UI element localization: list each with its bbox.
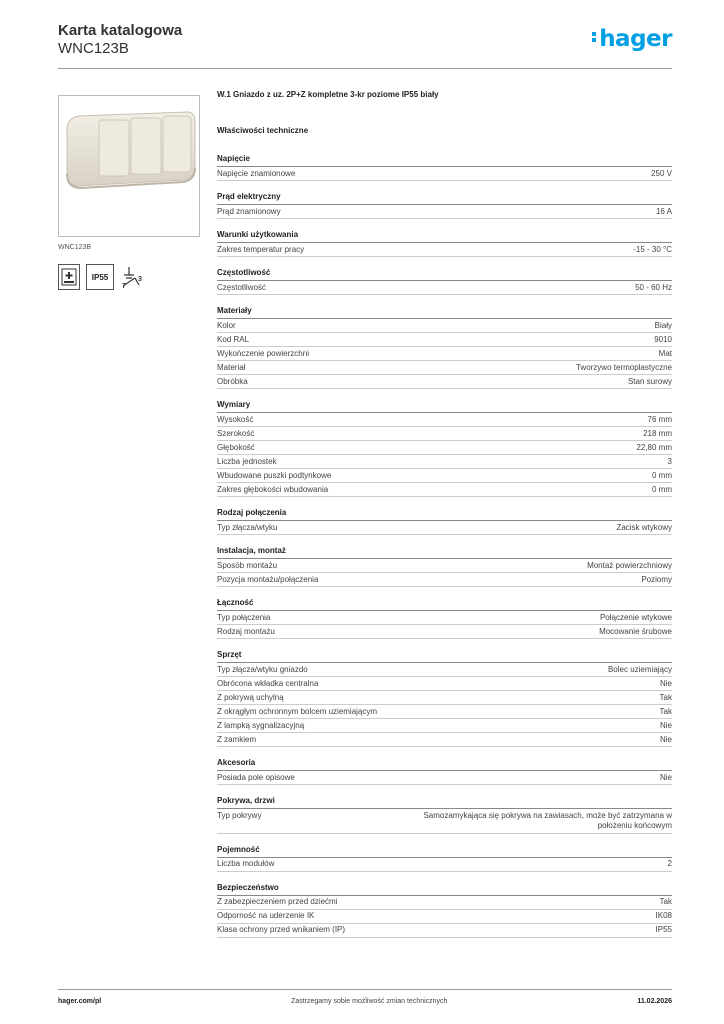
- spec-value: Samozamykająca się pokrywa na zawiasach, może być zatrzymana w położeniu końcowym: [423, 810, 672, 830]
- spec-value: Połączenie wtykowe: [599, 612, 672, 622]
- spec-value: 50 - 60 Hz: [635, 282, 672, 292]
- spec-label: Obrócona wkładka centralna: [217, 678, 319, 688]
- product-image: [58, 95, 200, 237]
- spec-value: Nie: [659, 678, 672, 688]
- spec-value: IK08: [655, 911, 672, 920]
- footer-date: 11.02.2026: [637, 998, 672, 1005]
- spec-value: Tak: [659, 692, 672, 702]
- spec-row: [217, 281, 672, 295]
- spec-value: 250 V: [651, 168, 672, 178]
- spec-label: Sposób montażu: [217, 560, 278, 570]
- spec-value: Poziomy: [641, 574, 672, 584]
- spec-value: 9010: [654, 334, 672, 344]
- spec-row: [217, 441, 672, 455]
- spec-label: Zakres temperatur pracy: [217, 244, 305, 254]
- spec-group-title: Sprzęt: [217, 650, 672, 663]
- spec-value: 16 A: [655, 206, 672, 216]
- spec-row: [217, 483, 672, 497]
- spec-label: Z pokrywą uchylną: [217, 692, 284, 702]
- spec-row: [217, 573, 672, 587]
- spec-value: IP55: [655, 925, 672, 934]
- spec-value: 3: [667, 456, 672, 466]
- spec-row: [217, 611, 672, 625]
- spec-group: [217, 758, 672, 785]
- spec-row: [217, 677, 672, 691]
- spec-row: [217, 347, 672, 361]
- spec-label: Klasa ochrony przed wnikaniem (IP): [217, 925, 346, 934]
- spec-row: [217, 910, 672, 924]
- spec-value: Nie: [659, 772, 672, 782]
- spec-label: Szerokość: [217, 428, 255, 438]
- spec-row: [217, 924, 672, 938]
- spec-row: [217, 167, 672, 181]
- spec-row: [217, 809, 672, 834]
- spec-value: 0 mm: [652, 484, 672, 494]
- spec-label: Odporność na uderzenie IK: [217, 911, 315, 920]
- svg-text:7: 7: [122, 283, 126, 289]
- spec-value: Mat: [658, 348, 672, 358]
- product-title: W.1 Gniazdo z uz. 2P+Z kompletne 3-kr poziome IP55 biały: [217, 90, 439, 99]
- spec-group: [217, 192, 672, 219]
- header-divider: [58, 68, 672, 69]
- spec-label: Napięcie znamionowe: [217, 168, 296, 178]
- spec-value: 22,80 mm: [636, 442, 672, 452]
- logo-text: hager: [599, 26, 672, 52]
- spec-row: [217, 705, 672, 719]
- spec-label: Wbudowane puszki podtynkowe: [217, 470, 332, 480]
- spec-row: [217, 858, 672, 872]
- page-header: [58, 22, 672, 70]
- spec-group-title: Częstotliwość: [217, 268, 672, 281]
- spec-label: Typ pokrywy: [217, 810, 262, 820]
- certification-badges: [58, 264, 146, 290]
- spec-label: Typ złącza/wtyku: [217, 522, 278, 532]
- spec-label: Typ połączenia: [217, 612, 271, 622]
- spec-row: [217, 896, 672, 910]
- spec-row: [217, 663, 672, 677]
- ip55-badge: IP55: [86, 264, 114, 290]
- spec-group: [217, 883, 672, 938]
- spec-value: 2: [667, 859, 672, 868]
- spec-label: Liczba jednostek: [217, 456, 277, 466]
- spec-group: [217, 546, 672, 587]
- technical-properties-heading: Właściwości techniczne: [217, 126, 309, 135]
- spec-row: [217, 559, 672, 573]
- spec-row: [217, 333, 672, 347]
- spec-value: -15 - 30 °C: [633, 244, 672, 254]
- spec-group-title: Łączność: [217, 598, 672, 611]
- spec-group: [217, 598, 672, 639]
- footer-website: hager.com/pl: [58, 998, 102, 1005]
- spec-label: Z okrągłym ochronnym bolcem uziemiającym: [217, 706, 378, 716]
- spec-value: Montaż powierzchniowy: [587, 560, 672, 570]
- image-caption: WNC123B: [58, 244, 92, 251]
- spec-group-title: Pojemność: [217, 845, 672, 858]
- page-footer: [58, 998, 672, 1005]
- document-title: Karta katalogowa: [58, 22, 183, 39]
- spec-row: [217, 455, 672, 469]
- spec-value: 0 mm: [652, 470, 672, 480]
- spec-value: Nie: [659, 734, 672, 744]
- svg-text:3: 3: [138, 276, 142, 283]
- spec-label: Liczba modułów: [217, 859, 275, 868]
- spec-row: [217, 319, 672, 333]
- spec-value: Zacisk wtykowy: [616, 522, 672, 532]
- spec-label: Prąd znamionowy: [217, 206, 281, 216]
- spec-label: Kod RAL: [217, 334, 250, 344]
- spec-row: [217, 361, 672, 375]
- spec-group: [217, 508, 672, 535]
- spec-group: [217, 268, 672, 295]
- spec-group: [217, 230, 672, 257]
- spec-group-title: Wymiary: [217, 400, 672, 413]
- footer-disclaimer: Zastrzegamy sobie możliwość zmian technicznych: [291, 998, 448, 1005]
- spec-value: Tak: [659, 897, 672, 906]
- spec-label: Z zamkiem: [217, 734, 257, 744]
- spec-group-title: Akcesoria: [217, 758, 672, 771]
- spec-label: Częstotliwość: [217, 282, 266, 292]
- spec-group-title: Prąd elektryczny: [217, 192, 672, 205]
- spec-group: [217, 796, 672, 834]
- spec-label: Kolor: [217, 320, 236, 330]
- spec-row: [217, 719, 672, 733]
- spec-value: Tak: [659, 706, 672, 716]
- earth-socket-icon: [120, 264, 146, 290]
- spec-row: [217, 205, 672, 219]
- spec-row: [217, 733, 672, 747]
- spec-label: Z lampką sygnalizacyjną: [217, 720, 305, 730]
- spec-row: [217, 469, 672, 483]
- spec-label: Głębokość: [217, 442, 255, 452]
- spec-group: [217, 154, 672, 181]
- spec-group: [217, 306, 672, 389]
- spec-value: Bolec uziemiający: [607, 664, 672, 674]
- spec-row: [217, 521, 672, 535]
- spec-groups: [217, 154, 672, 938]
- spec-label: Zakres głębokości wbudowania: [217, 484, 329, 494]
- plus-box-icon: [58, 264, 80, 290]
- document-code: WNC123B: [58, 40, 129, 57]
- footer-divider: [58, 989, 672, 990]
- spec-label: Wykończenie powierzchni: [217, 348, 309, 358]
- spec-group-title: Bezpieczeństwo: [217, 883, 672, 896]
- spec-label: Posiada pole opisowe: [217, 772, 295, 782]
- spec-label: Rodzaj montażu: [217, 626, 275, 636]
- spec-value: Stan surowy: [627, 376, 672, 386]
- spec-group: [217, 650, 672, 747]
- spec-label: Z zabezpieczeniem przed dziećmi: [217, 897, 338, 906]
- spec-value: Tworzywo termoplastyczne: [575, 362, 672, 372]
- spec-row: [217, 691, 672, 705]
- spec-value: 76 mm: [647, 414, 672, 424]
- spec-row: [217, 413, 672, 427]
- spec-group-title: Rodzaj połączenia: [217, 508, 672, 521]
- spec-label: Wysokość: [217, 414, 254, 424]
- spec-label: Typ złącza/wtyku gniazdo: [217, 664, 308, 674]
- spec-group-title: Instalacja, montaż: [217, 546, 672, 559]
- hager-logo: [592, 26, 672, 52]
- specification-content: [217, 90, 672, 949]
- spec-group-title: Napięcie: [217, 154, 672, 167]
- spec-value: Biały: [654, 320, 672, 330]
- spec-label: Materiał: [217, 362, 246, 372]
- spec-group: [217, 400, 672, 497]
- spec-value: Mocowanie śrubowe: [599, 626, 672, 636]
- spec-label: Obróbka: [217, 376, 248, 386]
- spec-group-title: Pokrywa, drzwi: [217, 796, 672, 809]
- logo-dots-icon: [592, 30, 597, 44]
- spec-row: [217, 427, 672, 441]
- spec-group-title: Warunki użytkowania: [217, 230, 672, 243]
- spec-value: Nie: [659, 720, 672, 730]
- spec-value: 218 mm: [643, 428, 672, 438]
- spec-group: [217, 845, 672, 872]
- spec-row: [217, 771, 672, 785]
- spec-row: [217, 243, 672, 257]
- spec-label: Pozycja montażu/połączenia: [217, 574, 319, 584]
- spec-group-title: Materiały: [217, 306, 672, 319]
- spec-row: [217, 625, 672, 639]
- spec-row: [217, 375, 672, 389]
